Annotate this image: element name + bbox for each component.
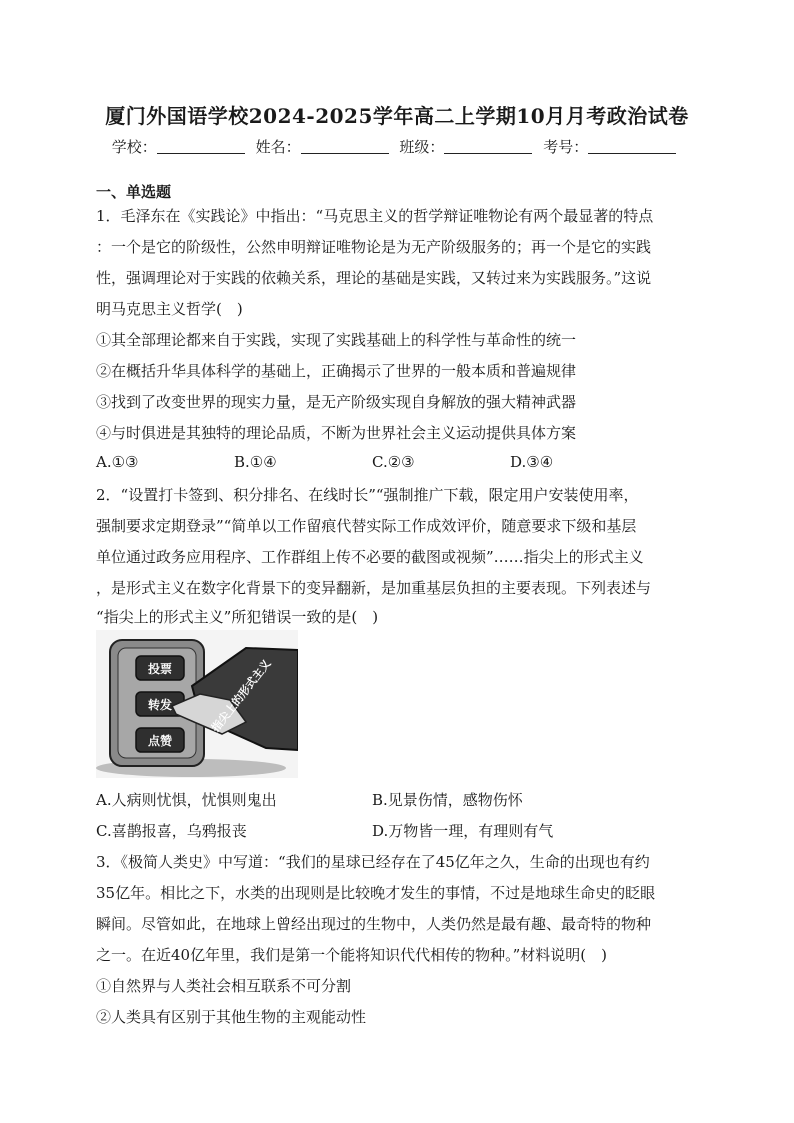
q3-stem-line: 瞬间。尽管如此，在地球上曾经出现过的生物中，人类仍然是最有趣、最奇特的物种 <box>96 915 652 933</box>
exam-no-label: 考号： <box>543 138 589 156</box>
q2-stem-line: 2．“设置打卡签到、积分排名、在线时长”“强制推广下载，限定用户安装使用率， <box>96 486 639 504</box>
q3-item: ①自然界与人类社会相互联系不可分割 <box>96 977 352 995</box>
q3-stem-line: 之一。在近40亿年里，我们是第一个能将知识代代相传的物种。”材料说明( ) <box>96 946 607 964</box>
q1-stem-line: 明马克思主义哲学( ) <box>96 300 243 318</box>
cartoon-figure <box>96 630 298 778</box>
vote-button-label: 投票 <box>147 662 173 676</box>
name-label: 姓名： <box>255 138 301 156</box>
q2-option-a[interactable]: A.人病则忧惧，忧惧则鬼出 <box>96 791 277 809</box>
q1-option-a[interactable]: A.①③ <box>96 453 139 471</box>
q1-item: ②在概括升华具体科学的基础上，正确揭示了世界的一般本质和普遍规律 <box>96 362 577 380</box>
q1-item: ④与时俱进是其独特的理论品质，不断为世界社会主义运动提供具体方案 <box>96 424 577 442</box>
forward-button-label: 转发 <box>147 698 173 712</box>
exam-title: 厦门外国语学校2024-2025学年高二上学期10月月考政治试卷 <box>105 104 689 128</box>
q1-item: ③找到了改变世界的现实力量，是无产阶级实现自身解放的强大精神武器 <box>96 393 577 411</box>
q2-stem-line: 单位通过政务应用程序、工作群组上传不必要的截图或视频”……指尖上的形式主义 <box>96 548 644 566</box>
q1-item: ①其全部理论都来自于实践，实现了实践基础上的科学性与革命性的统一 <box>96 331 577 349</box>
q2-stem-line: 强制要求定期登录”“简单以工作留痕代替实际工作成效评价，随意要求下级和基层 <box>96 517 637 535</box>
class-blank[interactable] <box>444 139 532 154</box>
section-heading: 一、单选题 <box>96 183 172 201</box>
q1-option-b[interactable]: B.①④ <box>234 453 277 471</box>
q3-stem-line: 3．《极简人类史》中写道：“我们的星球已经存在了45亿年之久，生命的出现也有约 <box>96 853 650 871</box>
q2-option-c[interactable]: C.喜鹊报喜，乌鸦报丧 <box>96 822 247 840</box>
school-label: 学校： <box>111 138 157 156</box>
school-blank[interactable] <box>157 139 245 154</box>
q1-stem-line: 1．毛泽东在《实践论》中指出：“马克思主义的哲学辩证唯物论有两个最显著的特点 <box>96 207 654 225</box>
class-label: 班级： <box>399 138 445 156</box>
sleeve-text: 指尖上的形式主义 <box>209 657 274 735</box>
q1-option-c[interactable]: C.②③ <box>372 453 415 471</box>
q2-option-b[interactable]: B.见景伤情，感物伤怀 <box>372 791 523 809</box>
q3-stem-line: 35亿年。相比之下，水类的出现则是比较晚才发生的事情，不过是地球生命史的眨眼 <box>96 884 656 902</box>
q3-item: ②人类具有区别于其他生物的主观能动性 <box>96 1008 367 1026</box>
q1-stem-line: 性，强调理论对于实践的依赖关系，理论的基础是实践，又转过来为实践服务。”这说 <box>96 269 652 287</box>
phone-finger-illustration <box>96 630 298 778</box>
q1-option-d[interactable]: D.③④ <box>510 453 554 471</box>
q2-stem-line: ，是形式主义在数字化背景下的变异翻新，是加重基层负担的主要表现。下列表述与 <box>96 579 652 597</box>
q2-option-d[interactable]: D.万物皆一理，有理则有气 <box>372 822 554 840</box>
name-blank[interactable] <box>301 139 389 154</box>
like-button-label: 点赞 <box>147 734 173 748</box>
q1-stem-line: ：一个是它的阶级性，公然申明辩证唯物论是为无产阶级服务的；再一个是它的实践 <box>96 238 652 256</box>
exam-no-blank[interactable] <box>588 139 676 154</box>
student-info-row <box>0 136 794 157</box>
q2-stem-line: “指尖上的形式主义”所犯错误一致的是( ) <box>96 608 379 626</box>
